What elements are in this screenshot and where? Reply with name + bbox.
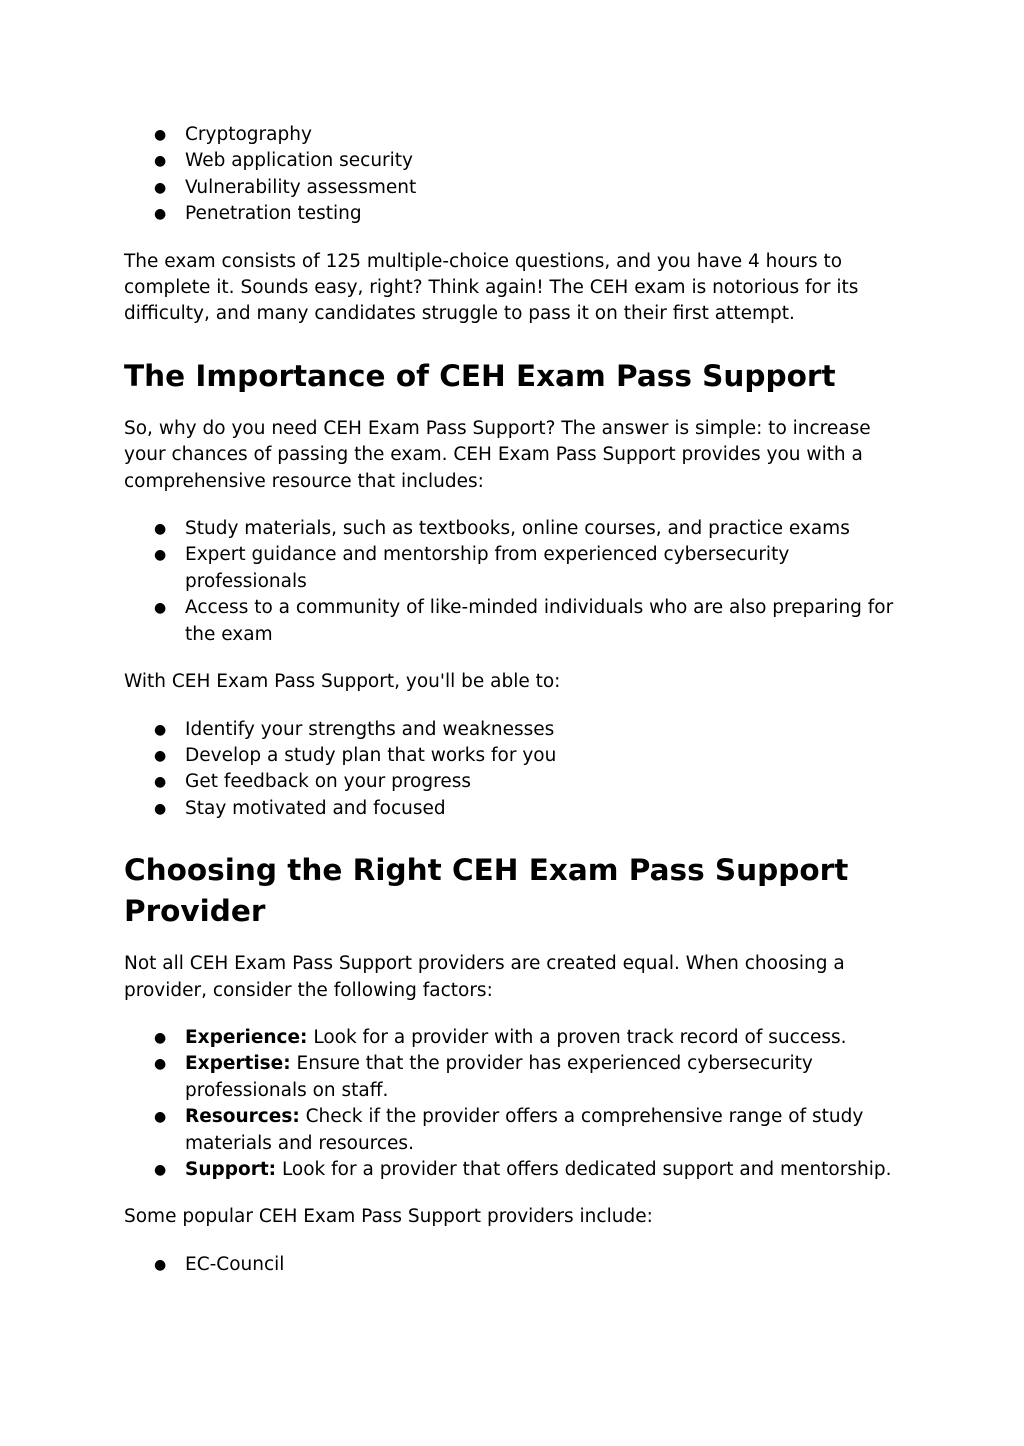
list-item — [124, 769, 914, 795]
factor-text: Ensure that the provider has experienced cybersecurity professionals on staff. — [185, 1053, 813, 1101]
bullet-icon: ● — [154, 721, 167, 738]
list-item — [124, 1025, 914, 1051]
resources-list — [124, 516, 914, 648]
factor-term: Expertise: — [185, 1053, 291, 1075]
bullet-icon: ● — [154, 774, 167, 791]
bullet-icon: ● — [154, 206, 167, 223]
list-item — [124, 1252, 914, 1278]
list-item — [124, 796, 914, 822]
not-all-paragraph: Not all CEH Exam Pass Support providers are created equal. When choosing a provider, consider the following factors: — [124, 953, 845, 1001]
factor-text: Check if the provider offers a comprehensive range of study materials and resources. — [185, 1106, 864, 1154]
list-item — [124, 175, 914, 201]
factor-text: Look for a provider with a proven track record of success. — [307, 1026, 847, 1048]
bullet-icon: ● — [154, 547, 167, 564]
bullet-icon: ● — [154, 1161, 167, 1178]
bullet-icon: ● — [154, 1029, 167, 1046]
list-item-text: Cryptography — [185, 124, 312, 145]
list-item — [124, 1104, 914, 1157]
section-heading-choosing: Choosing the Right CEH Exam Pass Support Provider — [124, 853, 849, 929]
list-item-text: Get feedback on your progress — [185, 771, 471, 793]
list-item — [124, 595, 914, 648]
bullet-icon: ● — [154, 153, 167, 170]
bullet-icon: ● — [154, 747, 167, 764]
document-page — [124, 122, 914, 1278]
factor-text: Look for a provider that offers dedicated support and mentorship. — [276, 1158, 892, 1180]
factor-term: Resources: — [185, 1106, 300, 1128]
benefits-list — [124, 717, 914, 823]
able-paragraph: With CEH Exam Pass Support, you'll be able to: — [124, 671, 561, 693]
bullet-icon: ● — [154, 127, 167, 143]
section-heading-importance: The Importance of CEH Exam Pass Support — [124, 358, 836, 393]
bullet-icon: ● — [154, 1109, 167, 1126]
list-item — [124, 148, 914, 174]
list-item-text: Study materials, such as textbooks, online courses, and practice exams — [185, 518, 850, 540]
factors-list — [124, 1025, 914, 1183]
list-item — [124, 201, 914, 227]
factor-term: Experience: — [185, 1026, 308, 1048]
exam-paragraph: The exam consists of 125 multiple-choice questions, and you have 4 hours to complete it. Sounds easy, right? Think again! The CEH exam is notorious for its difficulty, and many candidates struggle to pass it on their first attempt. — [124, 250, 859, 325]
list-item — [124, 516, 914, 542]
list-item-text: Web application security — [185, 150, 414, 172]
list-item — [124, 717, 914, 743]
bullet-icon: ● — [154, 1056, 167, 1073]
factor-term: Support: — [185, 1158, 277, 1180]
bullet-icon: ● — [154, 521, 167, 538]
bullet-icon: ● — [154, 1256, 167, 1273]
providers-list — [124, 1252, 914, 1278]
list-item-text: Vulnerability assessment — [185, 176, 417, 198]
bullet-icon: ● — [154, 600, 167, 617]
list-item-text: Penetration testing — [185, 203, 362, 225]
popular-paragraph: Some popular CEH Exam Pass Support providers include: — [124, 1206, 653, 1228]
list-item — [124, 542, 914, 595]
list-item-text: Access to a community of like-minded individuals who are also preparing for the exam — [185, 597, 894, 645]
why-paragraph: So, why do you need CEH Exam Pass Support? The answer is simple: to increase your chances of passing the exam. CEH Exam Pass Support provides you with a comprehensive resource that includes: — [124, 417, 871, 492]
topics-list — [124, 122, 914, 228]
list-item-text: Stay motivated and focused — [185, 797, 446, 819]
list-item-text: EC-Council — [185, 1253, 285, 1275]
list-item-text: Identify your strengths and weaknesses — [185, 718, 555, 740]
list-item — [124, 1051, 914, 1104]
list-item — [124, 1157, 914, 1183]
bullet-icon: ● — [154, 179, 167, 196]
list-item — [124, 122, 914, 148]
list-item-text: Expert guidance and mentorship from experienced cybersecurity professionals — [185, 544, 790, 592]
list-item-text: Develop a study plan that works for you — [185, 744, 557, 766]
bullet-icon: ● — [154, 800, 167, 817]
list-item — [124, 743, 914, 769]
